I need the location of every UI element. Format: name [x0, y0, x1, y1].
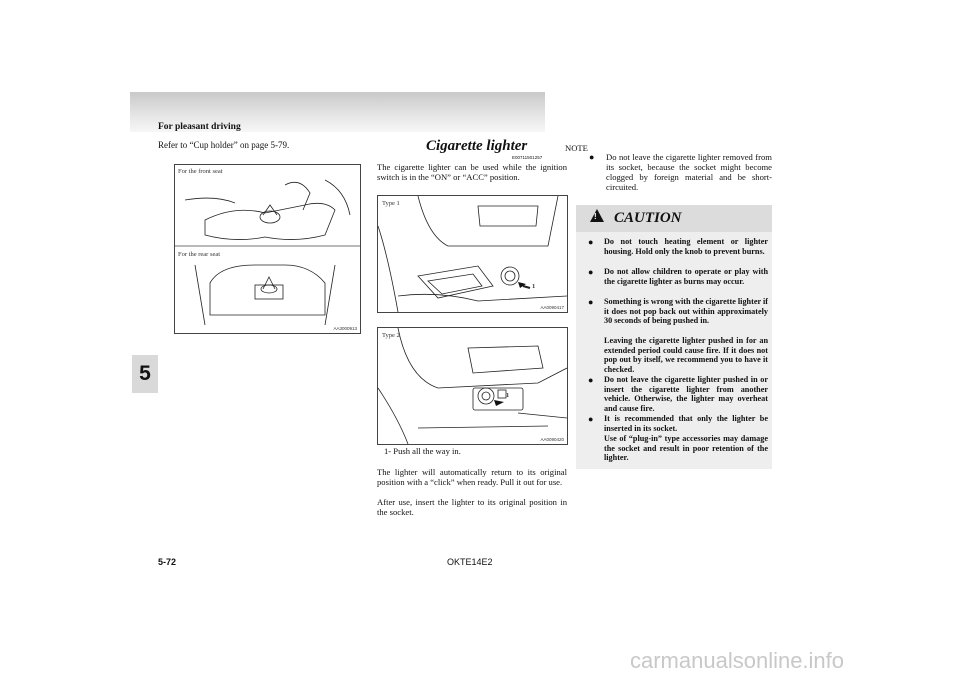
chapter-tab: 5: [132, 355, 158, 393]
refer-text: Refer to “Cup holder” on page 5-79.: [158, 140, 290, 150]
after-use-paragraph: After use, insert the lighter to its original position in the socket.: [377, 497, 567, 517]
figure-code: AA3000913: [333, 326, 357, 331]
caution-subitem: Use of “plug-in” type accessories may damage the socket and result in poor retention of the lighter.: [604, 434, 768, 463]
intro-paragraph: The cigarette lighter can be used while the ignition switch is in the “ON” or “ACC” position.: [377, 162, 567, 182]
caution-subitem: Leaving the cigarette lighter pushed in for an extended period could cause fire. If it does not pop out by itself, we recommend you to have it checked.: [604, 336, 768, 374]
note-bullet-icon: ●: [589, 152, 595, 162]
page-number: 5-72: [158, 557, 177, 567]
section-code: E00711501257: [512, 155, 543, 160]
type1-code: AA0090417: [540, 305, 564, 310]
caution-bullet-icon: ●: [588, 267, 594, 277]
type1-callout: 1: [532, 283, 536, 290]
type1-figure: [377, 195, 568, 313]
type1-illustration: [378, 196, 567, 312]
caution-item: Do not allow children to operate or play with the cigarette lighter as burns may occur.: [604, 267, 768, 286]
caution-item: Something is wrong with the cigarette lighter if it does not pop back out within approximately 30 seconds of being pushed in.: [604, 297, 768, 326]
section-heading: Cigarette lighter: [426, 138, 528, 154]
caution-item: Do not leave the cigarette lighter pushed in or insert the cigarette lighter from another vehicle. Otherwise, the lighter may overheat and cause fire.: [604, 375, 768, 413]
caution-bullet-icon: ●: [588, 414, 594, 424]
document-code: OKTE14E2: [447, 557, 493, 567]
note-heading: NOTE: [565, 143, 588, 153]
return-paragraph: The lighter will automatically return to its original position with a “click” when ready. Pull it out for use.: [377, 467, 567, 487]
caution-bullet-icon: ●: [588, 375, 594, 385]
caution-box: [576, 205, 772, 469]
note-text: Do not leave the cigarette lighter removed from its socket, because the socket might become clogged by foreign material and be short-circuited.: [606, 152, 772, 192]
type1-label: Type 1: [382, 200, 400, 207]
caution-header: [576, 205, 772, 232]
caution-title: CAUTION: [614, 210, 682, 226]
type2-code: AA0090420: [540, 437, 564, 442]
caution-bullet-icon: ●: [588, 237, 594, 247]
section-title: For pleasant driving: [158, 122, 241, 132]
caution-item: Do not touch heating element or lighter housing. Hold only the knob to prevent burns.: [604, 237, 768, 256]
type2-label: Type 2: [382, 332, 400, 339]
cup-holder-figure: [174, 164, 361, 334]
rear-seat-label: For the rear seat: [178, 251, 221, 258]
cup-holder-illustration: [175, 165, 360, 333]
warning-triangle-icon: [590, 209, 604, 222]
watermark: carmanualsonline.info: [630, 648, 845, 673]
exclamation-icon: !: [594, 212, 597, 221]
caution-item: It is recommended that only the lighter be inserted in its socket.: [604, 414, 768, 433]
figure-caption: 1- Push all the way in.: [384, 446, 461, 456]
type2-illustration: [378, 328, 567, 444]
caution-bullet-icon: ●: [588, 297, 594, 307]
type2-callout: 1: [506, 392, 510, 399]
front-seat-label: For the front seat: [178, 168, 223, 175]
type2-figure: [377, 327, 568, 445]
